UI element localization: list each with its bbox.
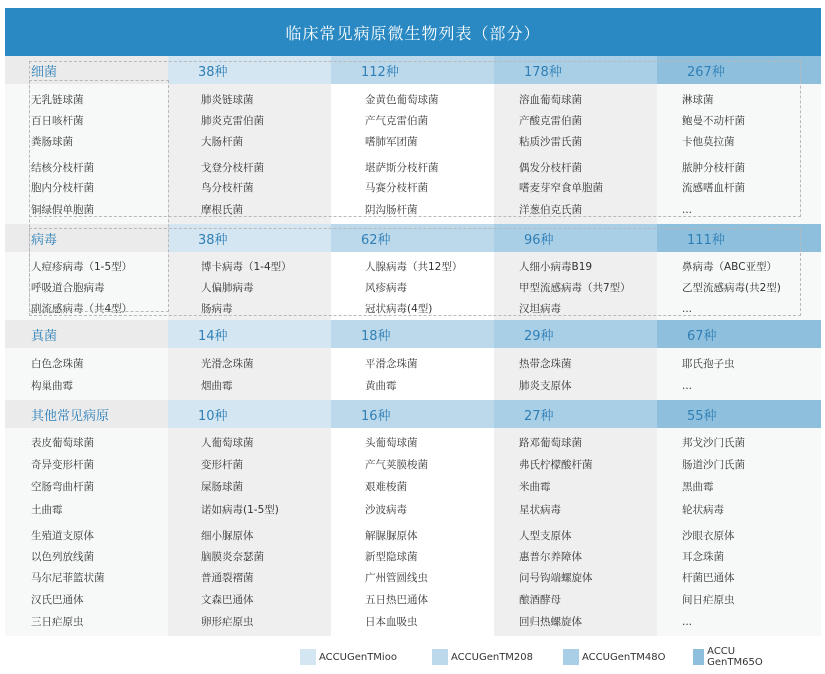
pathogen-item: 博卡病毒（1-4型） (201, 261, 292, 273)
pathogen-item: 土曲霉 (31, 504, 63, 516)
pathogen-item: 阴沟肠杆菌 (365, 204, 418, 216)
pathogen-item: 无乳链球菌 (31, 94, 84, 106)
legend-label: ACCU GenTM65O (707, 646, 763, 668)
pathogen-item: 耶氏孢子虫 (682, 358, 735, 370)
pathogen-item: 粘质沙雷氏菌 (519, 136, 582, 148)
pathogen-item: 马尔尼菲篮状菌 (31, 572, 105, 584)
legend-label: ACCUGenTM208 (451, 651, 534, 663)
pathogen-item: 五日热巴通体 (365, 594, 428, 606)
species-count: 16种 (331, 400, 494, 428)
species-count: 111种 (657, 224, 821, 252)
pathogen-item: 平滑念珠菌 (365, 358, 418, 370)
pathogen-item: 黄曲霉 (365, 380, 397, 392)
legend-swatch (693, 649, 704, 665)
pathogen-item: 光滑念珠菌 (201, 358, 254, 370)
pathogen-item: 普通裂褶菌 (201, 572, 254, 584)
species-count: 96种 (494, 224, 657, 252)
species-count: 55种 (657, 400, 821, 428)
pathogen-item: 戈登分枝杆菌 (201, 162, 264, 174)
pathogen-item: 艰难梭菌 (365, 481, 407, 493)
pathogen-item: 生殖道支原体 (31, 530, 94, 542)
pathogen-item: 溶血葡萄球菌 (519, 94, 582, 106)
section-header-row (5, 224, 821, 252)
species-count: 29种 (494, 320, 657, 348)
pathogen-item: 人葡萄球菌 (201, 437, 254, 449)
species-count: 178种 (494, 56, 657, 84)
species-count: 38种 (168, 224, 331, 252)
legend-swatch (432, 649, 448, 665)
pathogen-item: 呼吸道合胞病毒 (31, 282, 105, 294)
pathogen-item: 肺炎支原体 (519, 380, 572, 392)
pathogen-item: 空肠弯曲杆菌 (31, 481, 94, 493)
pathogen-item: 轮状病毒 (682, 504, 724, 516)
pathogen-item: ... (682, 303, 693, 315)
pathogen-item: 弗氏柠檬酸杆菌 (519, 459, 593, 471)
pathogen-item: 卵形疟原虫 (201, 616, 254, 628)
pathogen-item: 大肠杆菌 (201, 136, 243, 148)
pathogen-item: 广州管圆线虫 (365, 572, 428, 584)
pathogen-item: 米曲霉 (519, 481, 551, 493)
pathogen-item: 酿酒酵母 (519, 594, 561, 606)
pathogen-item: 耳念珠菌 (682, 551, 724, 563)
pathogen-item: 人细小病毒B19 (519, 261, 593, 273)
pathogen-item: 偶发分枝杆菌 (519, 162, 582, 174)
legend-swatch (300, 649, 316, 665)
pathogen-item: 洋葱伯克氏菌 (519, 204, 582, 216)
pathogen-item: 金黄色葡萄球菌 (365, 94, 439, 106)
legend-label: ACCUGenTM48O (582, 651, 666, 663)
pathogen-item: 肺炎链球菌 (201, 94, 254, 106)
pathogen-item: 路邓葡萄球菌 (519, 437, 582, 449)
section-header-row (5, 400, 821, 428)
pathogen-item: 脑膜炎奈瑟菌 (201, 551, 264, 563)
pathogen-item: 产酸克雷伯菌 (519, 115, 582, 127)
species-count: 14种 (168, 320, 331, 348)
legend-item (563, 647, 666, 667)
pathogen-item: 乙型流感病毒(共2型) (682, 282, 781, 294)
pathogen-item: 人腺病毒（共12型） (365, 261, 463, 273)
pathogen-item: 摩根氏菌 (201, 204, 243, 216)
pathogen-item: 产气克雷伯菌 (365, 115, 428, 127)
pathogen-item: 风疹病毒 (365, 282, 407, 294)
legend-item (693, 647, 768, 667)
pathogen-item: 星状病毒 (519, 504, 561, 516)
pathogen-table (5, 56, 821, 636)
pathogen-item: 鲍曼不动杆菌 (682, 115, 745, 127)
pathogen-item: 表皮葡萄球菌 (31, 437, 94, 449)
pathogen-item: 人痘疹病毒（1-5型） (31, 261, 133, 273)
species-count: 267种 (657, 56, 821, 84)
pathogen-item: 嗜肺军团菌 (365, 136, 418, 148)
pathogen-item: 鸟分枝杆菌 (201, 182, 254, 194)
legend-item (432, 647, 533, 667)
pathogen-item: ... (682, 616, 693, 628)
species-count: 10种 (168, 400, 331, 428)
pathogen-item: 流感嗜血杆菌 (682, 182, 745, 194)
legend-item (300, 647, 397, 667)
pathogen-item: 卡他莫拉菌 (682, 136, 735, 148)
pathogen-item: 堪萨斯分枝杆菌 (365, 162, 439, 174)
pathogen-item: 嗜麦芽窄食单胞菌 (519, 182, 603, 194)
pathogen-item: 百日咳杆菌 (31, 115, 84, 127)
pathogen-item: 甲型流感病毒（共7型） (519, 282, 631, 294)
pathogen-item: 白色念珠菌 (31, 358, 84, 370)
species-count: 18种 (331, 320, 494, 348)
section-name: 细菌 (5, 56, 168, 84)
pathogen-item: 三日疟原虫 (31, 616, 84, 628)
pathogen-item: 脓肿分枝杆菌 (682, 162, 745, 174)
species-count: 38种 (168, 56, 331, 84)
pathogen-item: 奇异变形杆菌 (31, 459, 94, 471)
pathogen-item: 肺炎克雷伯菌 (201, 115, 264, 127)
pathogen-item: 铜绿假单胞菌 (31, 204, 94, 216)
pathogen-item: 人型支原体 (519, 530, 572, 542)
legend-label: ACCUGenTMioo (319, 651, 397, 663)
pathogen-item: 肠道沙门氏菌 (682, 459, 745, 471)
section-name: 其他常见病原 (5, 400, 168, 428)
pathogen-item: 间日疟原虫 (682, 594, 735, 606)
pathogen-item: 惠普尔养障体 (519, 551, 582, 563)
species-count: 112种 (331, 56, 494, 84)
pathogen-item: 新型隐球菌 (365, 551, 418, 563)
pathogen-item: ... (682, 204, 693, 216)
pathogen-item: 以色列放线菌 (31, 551, 94, 563)
page-title: 临床常见病原微生物列表（部分） (5, 8, 821, 56)
pathogen-item: 鼻病毒（ABC亚型） (682, 261, 778, 273)
pathogen-item: 邦戈沙门氏菌 (682, 437, 745, 449)
pathogen-item: 回归热螺旋体 (519, 616, 582, 628)
pathogen-item: 副流感病毒（共4型） (31, 303, 133, 315)
pathogen-item: 汉氏巴通体 (31, 594, 84, 606)
pathogen-item: 沙波病毒 (365, 504, 407, 516)
pathogen-item: 热带念珠菌 (519, 358, 572, 370)
pathogen-item: 冠状病毒(4型) (365, 303, 433, 315)
pathogen-item: ... (682, 380, 693, 392)
pathogen-item: 杆菌巴通体 (682, 572, 735, 584)
pathogen-item: 解脲脲原体 (365, 530, 418, 542)
pathogen-item: 淋球菌 (682, 94, 714, 106)
pathogen-item: 粪肠球菌 (31, 136, 73, 148)
pathogen-item: 胞内分枝杆菌 (31, 182, 94, 194)
pathogen-item: 肠病毒 (201, 303, 233, 315)
pathogen-item: 产气荚膜梭菌 (365, 459, 428, 471)
pathogen-item: 屎肠球菌 (201, 481, 243, 493)
pathogen-item: 人偏肺病毒 (201, 282, 254, 294)
species-count: 67种 (657, 320, 821, 348)
species-count: 62种 (331, 224, 494, 252)
section-header-row (5, 320, 821, 348)
species-count: 27种 (494, 400, 657, 428)
pathogen-item: 问号钩端螺旋体 (519, 572, 593, 584)
pathogen-item: 烟曲霉 (201, 380, 233, 392)
pathogen-item: 沙眼衣原体 (682, 530, 735, 542)
pathogen-item: 文森巴通体 (201, 594, 254, 606)
pathogen-item: 黑曲霉 (682, 481, 714, 493)
pathogen-item: 变形杆菌 (201, 459, 243, 471)
section-header-row (5, 56, 821, 84)
pathogen-item: 汉坦病毒 (519, 303, 561, 315)
pathogen-item: 头葡萄球菌 (365, 437, 418, 449)
pathogen-item: 构巢曲霉 (31, 380, 73, 392)
pathogen-item: 结核分枝杆菌 (31, 162, 94, 174)
pathogen-item: 细小脲原体 (201, 530, 254, 542)
section-name: 病毒 (5, 224, 168, 252)
pathogen-item: 日本血吸虫 (365, 616, 418, 628)
pathogen-item: 马赛分枝杆菌 (365, 182, 428, 194)
pathogen-item: 诺如病毒(1-5型) (201, 504, 279, 516)
legend-swatch (563, 649, 579, 665)
section-name: 真菌 (5, 320, 168, 348)
